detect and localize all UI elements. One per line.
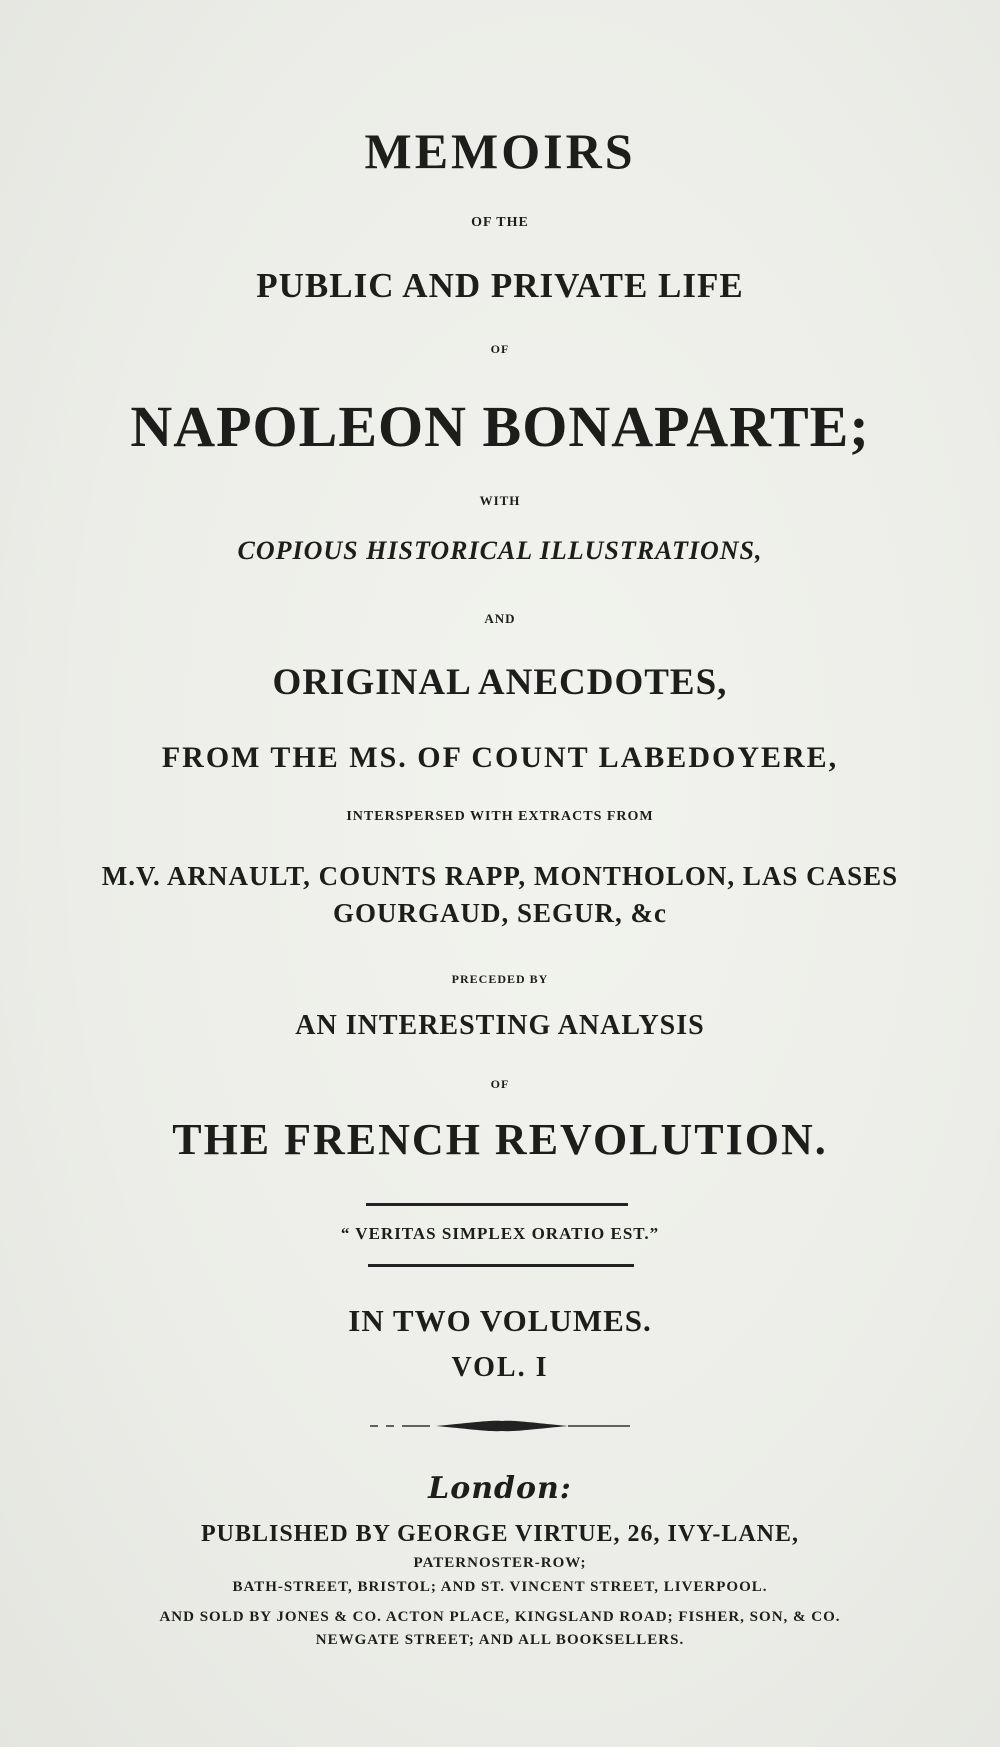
text-preceded-by: PRECEDED BY [451, 972, 549, 986]
imprint-city: London: [428, 1471, 572, 1506]
motto: “ VERITAS SIMPLEX ORATIO EST.” [340, 1224, 660, 1243]
imprint-publisher: PUBLISHED BY GEORGE VIRTUE, 26, IVY-LANE, [200, 1521, 800, 1547]
subtitle-analysis: AN INTERESTING ANALYSIS [295, 1010, 705, 1041]
text-and: AND [484, 611, 516, 626]
sources-line-2: GOURGAUD, SEGUR, &c [333, 898, 667, 928]
subtitle-public-private-life: PUBLIC AND PRIVATE LIFE [256, 266, 744, 305]
sources-line-1: M.V. ARNAULT, COUNTS RAPP, MONTHOLON, LAS CASES [101, 861, 899, 891]
text-of-2: OF [490, 1077, 510, 1091]
subtitle-original-anecdotes: ORIGINAL ANECDOTES, [272, 662, 728, 703]
subtitle-illustrations: COPIOUS HISTORICAL ILLUSTRATIONS, [237, 536, 763, 565]
text-with: WITH [479, 493, 521, 508]
rule-top [366, 1203, 628, 1206]
text-in-two-volumes: IN TWO VOLUMES. [348, 1303, 652, 1338]
ornament-divider [370, 1414, 630, 1438]
title-napoleon-bonaparte: NAPOLEON BONAPARTE; [130, 394, 870, 459]
text-of-the: OF THE [471, 215, 529, 230]
title-french-revolution: THE FRENCH REVOLUTION. [172, 1115, 828, 1164]
text-of-1: OF [490, 342, 510, 356]
subtitle-from-ms: FROM THE MS. OF COUNT LABEDOYERE, [161, 741, 839, 774]
imprint-newgate: NEWGATE STREET; AND ALL BOOKSELLERS. [315, 1632, 685, 1648]
text-interspersed: INTERSPERSED WITH EXTRACTS FROM [346, 809, 654, 824]
imprint-paternoster: PATERNOSTER-ROW; [413, 1555, 587, 1571]
rule-bottom [368, 1264, 634, 1267]
imprint-sold-by: AND SOLD BY JONES & CO. ACTON PLACE, KINGSLAND ROAD; FISHER, SON, & CO. [159, 1609, 841, 1625]
imprint-bath-street: BATH-STREET, BRISTOL; AND ST. VINCENT STREET, LIVERPOOL. [232, 1579, 768, 1595]
title-memoirs: MEMOIRS [364, 123, 636, 179]
text-volume-number: VOL. I [451, 1352, 549, 1383]
